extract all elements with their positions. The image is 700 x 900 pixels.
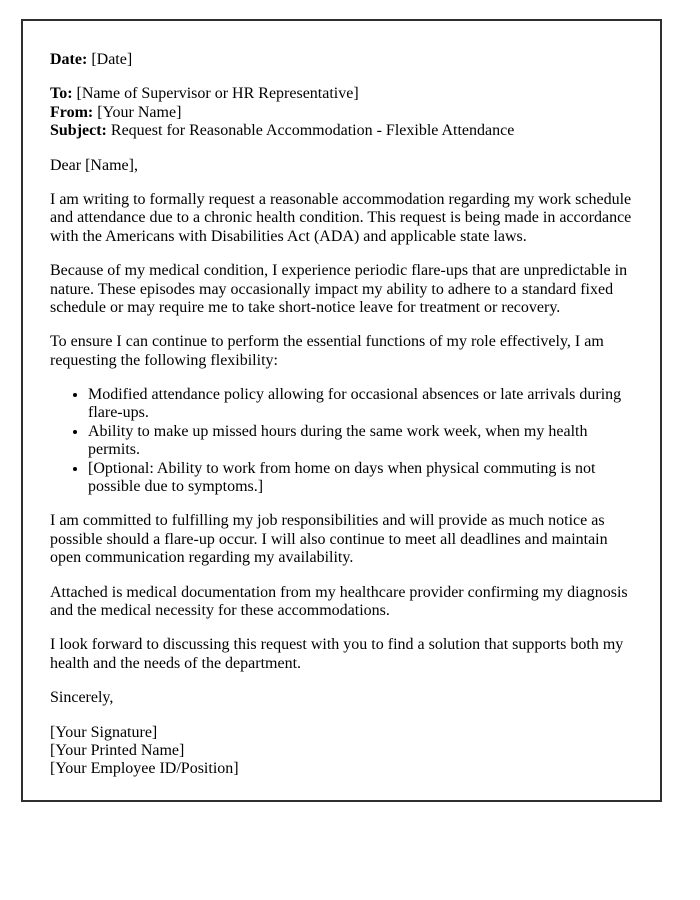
employee-id-line: [Your Employee ID/Position] [50,760,239,778]
date-line [50,51,633,69]
signature-line: [Your Signature] [50,723,158,741]
date-label: Date: [50,51,88,68]
from-label: From: [50,103,94,121]
subject-value: Request for Reasonable Accommodation - Flexible Attendance [110,122,515,140]
salutation: Dear [Name], [50,156,138,174]
paragraph-condition-explanation: Because of my medical condition, I experience periodic flare-ups that are unpredictable in nature. These episodes may occasionally impact my ability to adhere to a standard fixed schedule or may require me to take short-notice leave for treatment or recovery. [50,262,628,316]
printed-name-line: [Your Printed Name] [50,741,185,759]
from-value: [Your Name] [97,103,182,121]
paragraph-flexibility-intro: To ensure I can continue to perform the essential functions of my role effectively, I am requesting the following flexibility: [50,333,604,369]
to-label: To: [50,85,73,103]
from-line [50,104,633,122]
paragraph-request-intro: I am writing to formally request a reasonable accommodation regarding my work schedule and attendance due to a chronic health condition. This request is being made in accordance with the Americans with Disabilities Act (ADA) and applicable state laws. [50,190,632,245]
recipient-block [50,85,633,140]
date-value: [Date] [91,51,133,68]
to-value: [Name of Supervisor or HR Representative] [76,85,359,103]
paragraph-documentation: Attached is medical documentation from my healthcare provider confirming my diagnosis and the medical necessity for these accommodations. [50,583,628,619]
signature-block [50,724,633,779]
paragraph-commitment: I am committed to fulfilling my job responsibilities and will provide as much notice as possible should a flare-up occur. I will also continue to meet all deadlines and maintain open communication regarding my availability. [50,512,608,567]
letter-document [21,19,662,802]
list-item-makeup-hours: • Ability to make up missed hours during the same work week, when my health permits. [88,423,633,460]
paragraph-look-forward: I look forward to discussing this request with you to find a solution that supports both my health and the needs of the department. [50,636,624,672]
to-line [50,85,633,103]
subject-line [50,122,633,140]
sign-off: Sincerely, [50,689,114,707]
accommodation-list [50,386,633,496]
list-item-work-from-home: • [Optional: Ability to work from home on days when physical commuting is not possible due to symptoms.] [88,460,633,497]
list-item-modified-attendance: • Modified attendance policy allowing for occasional absences or late arrivals during flare-ups. [88,386,633,423]
subject-label: Subject: [50,122,107,140]
